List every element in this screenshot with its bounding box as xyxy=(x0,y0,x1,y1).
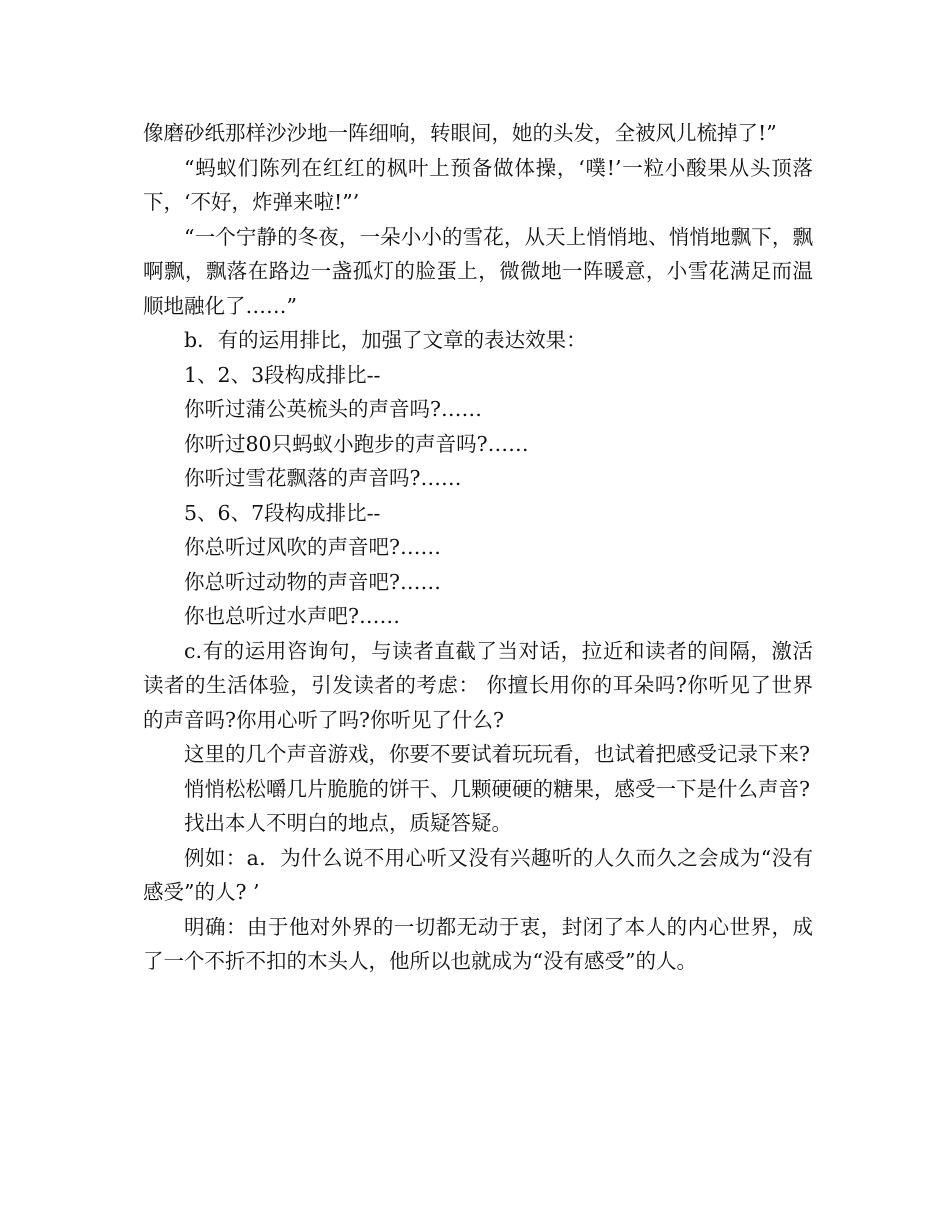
paragraph-sound-games: 这里的几个声音游戏，你要不要试着玩玩看，也试着把感受记录下来? xyxy=(184,742,810,766)
paragraph-quote-ants: “蚂蚁们陈列在红红的枫叶上预备做体操，‘噗!’一粒小酸果从头顶落下，‘不好，炸弹来啦!”’ xyxy=(143,155,813,214)
paragraph-parallel-group-2: 5、6、7段构成排比-- xyxy=(184,500,381,525)
paragraph-point-b: b．有的运用排比，加强了文章的表达效果： xyxy=(184,328,587,352)
paragraph-parallel-line: 你听过雪花飘落的声音吗?…… xyxy=(184,466,462,490)
paragraph-find-questions: 找出本人不明白的地点，质疑答疑。 xyxy=(184,811,512,835)
paragraph-parallel-line: 你听过蒲公英梳头的声音吗?…… xyxy=(184,397,482,421)
paragraph-example-question: 例如：a．为什么说不用心听又没有兴趣听的人久而久之会成为“没有感受”的人? ’ xyxy=(143,845,813,904)
paragraph-point-c: c.有的运用咨询句，与读者直截了当对话，拉近和读者的间隔，激活读者的生活体验，引发读者的考虑： 你擅长用你的耳朵吗?你听见了世界的声音吗?你用心听了吗?你听见了什么? xyxy=(143,638,813,732)
paragraph-answer: 明确：由于他对外界的一切都无动于衷，封闭了本人的内心世界，成了一个不折不扣的木头人，他所以也就成为“没有感受”的人。 xyxy=(143,914,813,973)
paragraph-parallel-line: 你总听过动物的声音吧?…… xyxy=(184,569,441,594)
paragraph-continuation: 像磨砂纸那样沙沙地一阵细响，转眼间，她的头发，全被风儿梳掉了!” xyxy=(143,121,777,145)
paragraph-parallel-line: 你听过80只蚂蚁小跑步的声音吗?…… xyxy=(184,431,529,456)
paragraph-quote-snowflake: “一个宁静的冬夜，一朵小小的雪花，从天上悄悄地、悄悄地飘下，飘啊飘，飘落在路边一盏孤灯的脸蛋上，微微地一阵暖意，小雪花满足而温顺地融化了……” xyxy=(143,224,813,318)
document-body xyxy=(143,116,813,979)
paragraph-parallel-line: 你总听过风吹的声音吧?…… xyxy=(184,535,441,559)
paragraph-parallel-line: 你也总听过水声吧?…… xyxy=(184,604,400,628)
paragraph-biscuits: 悄悄松松嚼几片脆脆的饼干、几颗硬硬的糖果，感受一下是什么声音? xyxy=(184,776,810,801)
paragraph-parallel-group-1: 1、2、3段构成排比-- xyxy=(184,362,381,387)
